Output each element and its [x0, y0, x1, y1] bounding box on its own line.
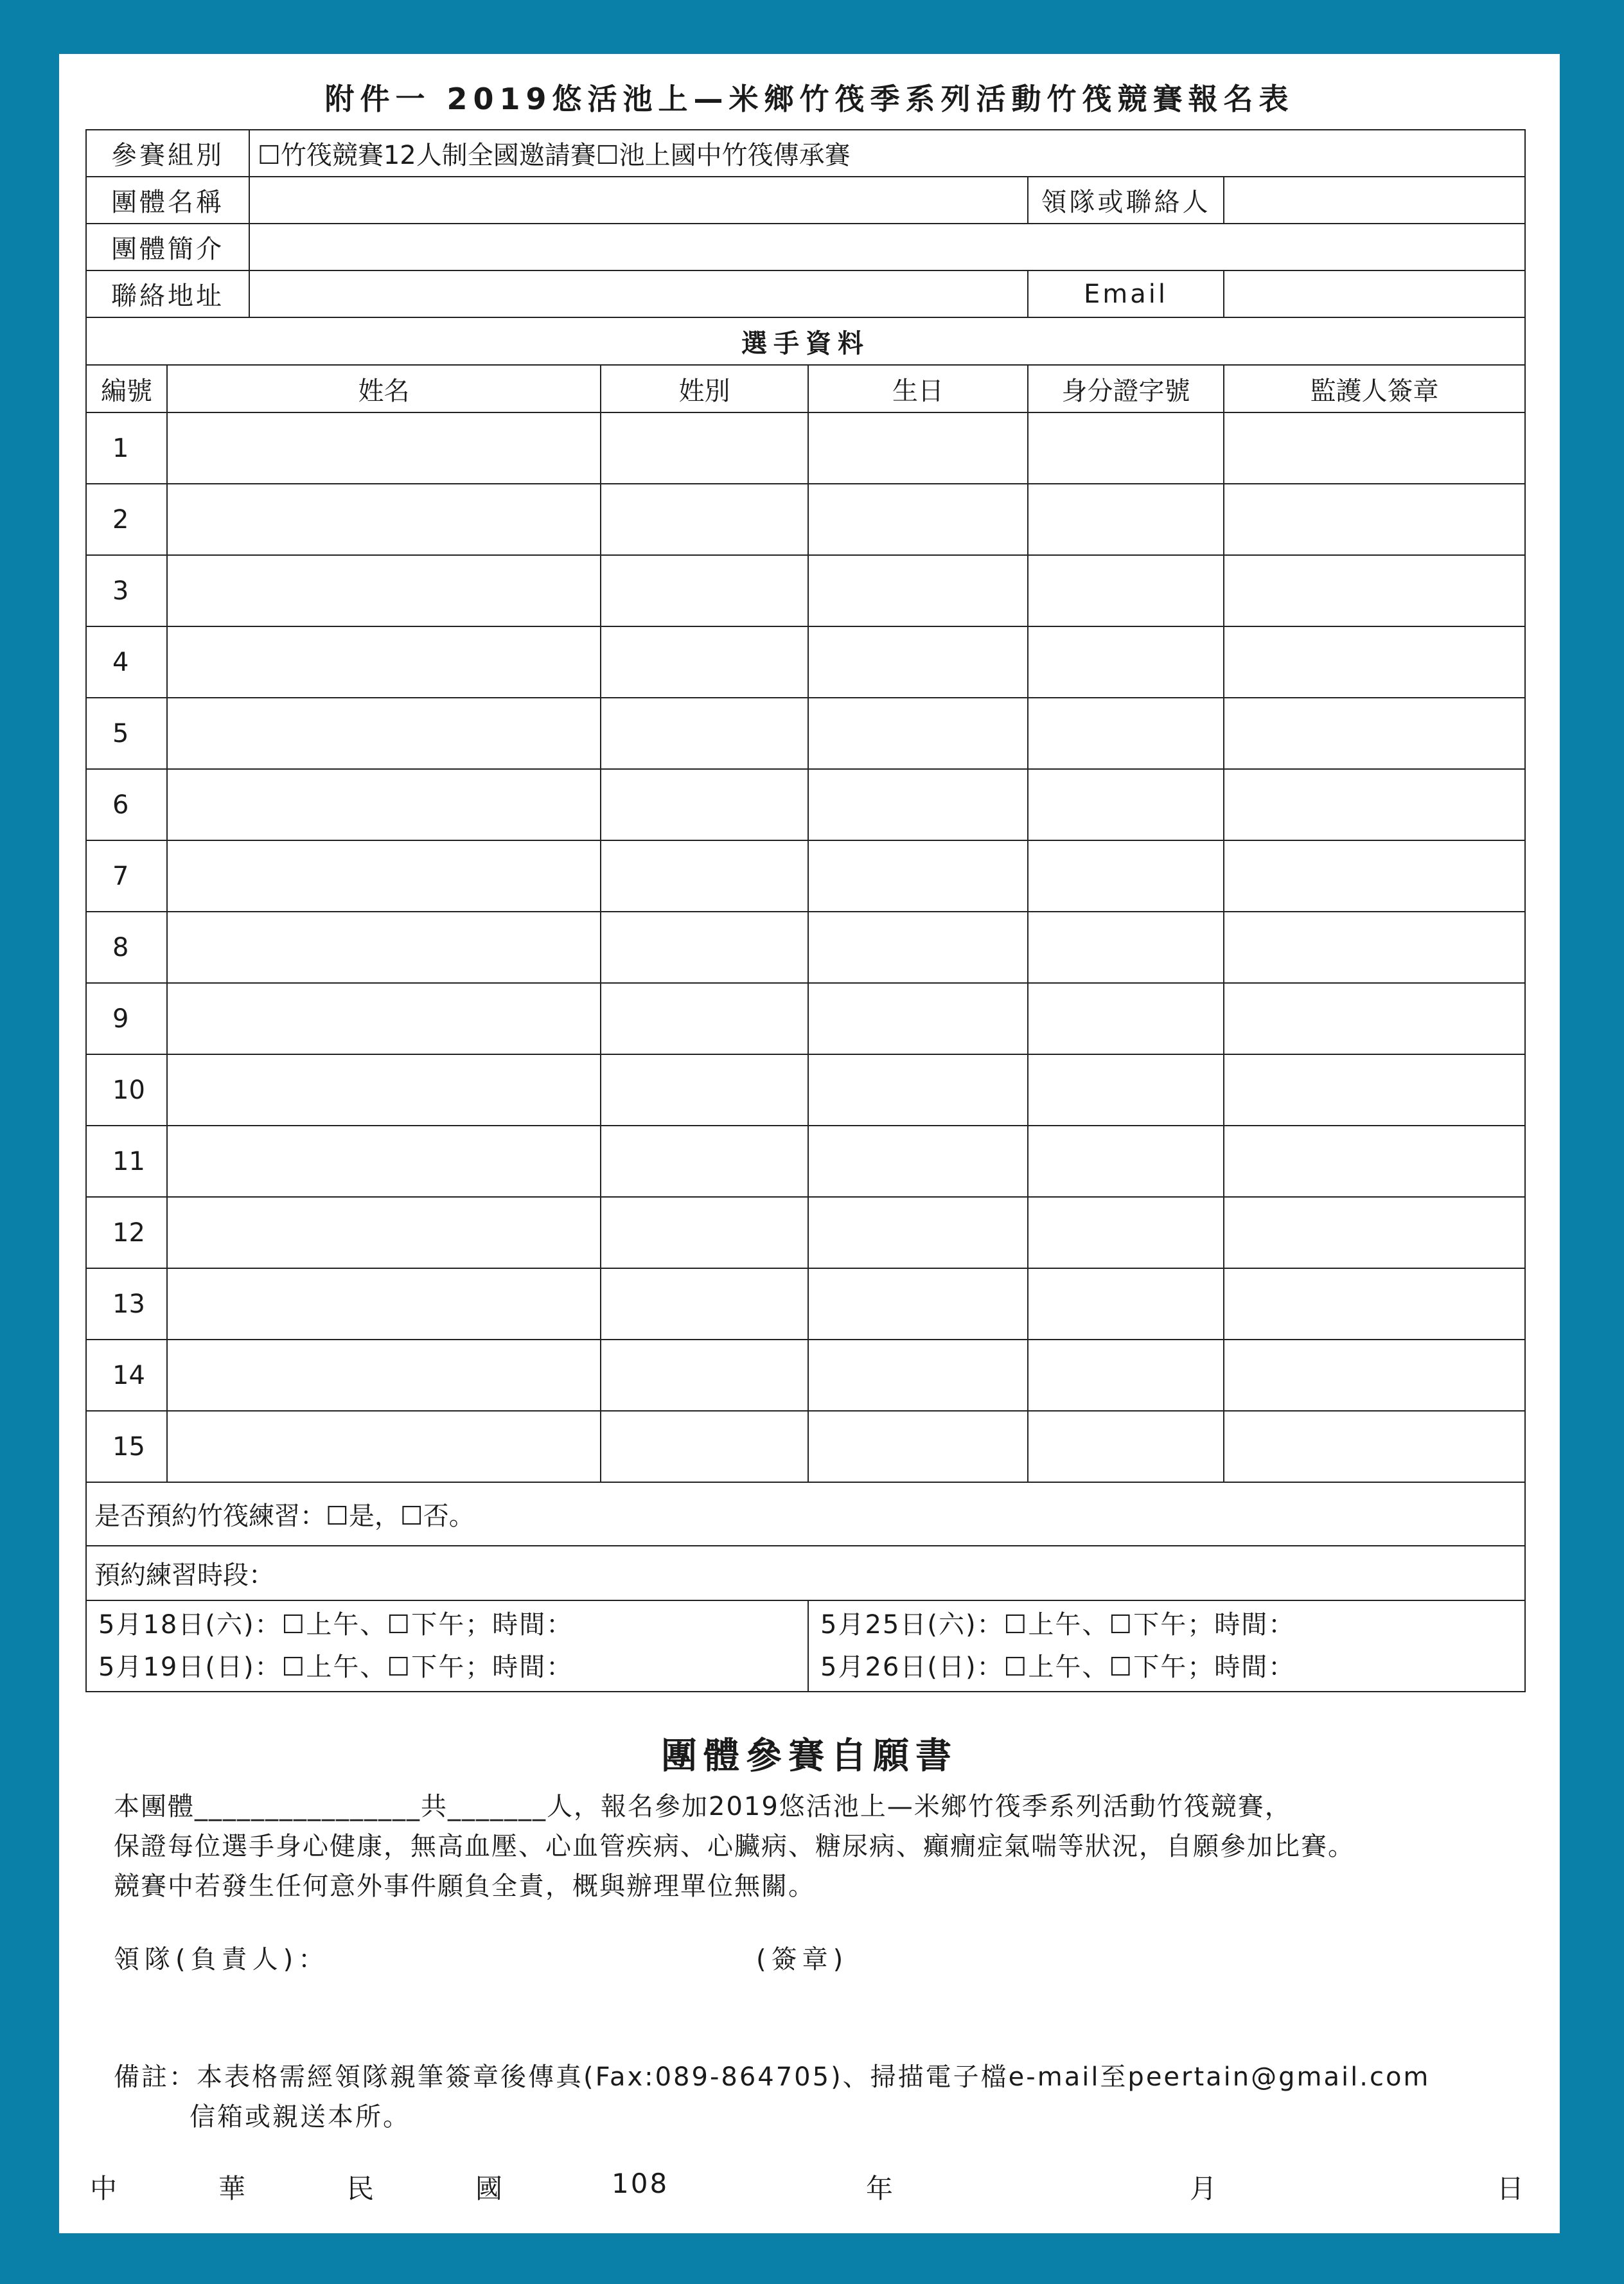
player-name-cell[interactable] [167, 626, 601, 698]
leader-label: 領隊或聯絡人 [1028, 177, 1224, 224]
player-guardian-seal-cell[interactable] [1224, 1268, 1525, 1340]
player-gender-cell[interactable] [601, 1197, 808, 1268]
player-number: 15 [86, 1411, 167, 1482]
player-gender-cell[interactable] [601, 698, 808, 769]
declaration-line: 保證每位選手身心健康，無高血壓、心血管疾病、心臟病、糖尿病、癲癇症氣喘等狀況，自願參加比賽。 [114, 1832, 1355, 1861]
player-number: 11 [86, 1126, 167, 1197]
player-row [86, 698, 1525, 769]
player-row [86, 1411, 1525, 1482]
player-id-cell[interactable] [1028, 1197, 1224, 1268]
player-number: 14 [86, 1340, 167, 1411]
player-guardian-seal-cell[interactable] [1224, 1126, 1525, 1197]
reserve-question[interactable]: 是否預約竹筏練習：☐是，☐否。 [86, 1482, 1525, 1546]
date-char-hua: 華 [218, 2173, 248, 2204]
player-name-cell[interactable] [167, 1268, 601, 1340]
player-gender-cell[interactable] [601, 840, 808, 912]
player-guardian-seal-cell[interactable] [1224, 484, 1525, 555]
player-name-cell[interactable] [167, 1054, 601, 1126]
player-guardian-seal-cell[interactable] [1224, 983, 1525, 1054]
col-header-birthday: 生日 [808, 365, 1028, 412]
year-label: 年 [866, 2173, 896, 2204]
email-field[interactable] [1224, 270, 1525, 317]
player-gender-cell[interactable] [601, 1054, 808, 1126]
player-row [86, 1054, 1525, 1126]
form-paper [59, 54, 1560, 2233]
player-rows [86, 412, 1525, 1482]
player-guardian-seal-cell[interactable] [1224, 840, 1525, 912]
player-id-cell[interactable] [1028, 983, 1224, 1054]
player-name-cell[interactable] [167, 1411, 601, 1482]
player-birthday-cell[interactable] [808, 983, 1028, 1054]
player-row [86, 769, 1525, 840]
player-row [86, 484, 1525, 555]
registration-table [85, 129, 1526, 1692]
col-header-id-number: 身分證字號 [1028, 365, 1224, 412]
player-row [86, 840, 1525, 912]
player-number: 7 [86, 840, 167, 912]
player-name-cell[interactable] [167, 698, 601, 769]
player-gender-cell[interactable] [601, 1340, 808, 1411]
player-name-cell[interactable] [167, 840, 601, 912]
address-field[interactable] [249, 270, 1028, 317]
slot-may-25[interactable]: 5月25日(六)：☐上午、☐下午；時間： [820, 1610, 1296, 1640]
player-row [86, 912, 1525, 983]
player-guardian-seal-cell[interactable] [1224, 1197, 1525, 1268]
player-id-cell[interactable] [1028, 484, 1224, 555]
player-gender-cell[interactable] [601, 626, 808, 698]
player-row [86, 1126, 1525, 1197]
practice-slots-right [808, 1600, 1525, 1692]
player-row [86, 555, 1525, 626]
player-guardian-seal-cell[interactable] [1224, 698, 1525, 769]
player-birthday-cell[interactable] [808, 412, 1028, 484]
player-gender-cell[interactable] [601, 1268, 808, 1340]
note [114, 2057, 1430, 2137]
team-intro-field[interactable] [249, 224, 1525, 270]
declaration-line: 競賽中若發生任何意外事件願負全責，概與辦理單位無關。 [114, 1872, 815, 1901]
month-label: 月 [1190, 2173, 1219, 2204]
player-birthday-cell[interactable] [808, 1268, 1028, 1340]
group-options[interactable]: ☐竹筏競賽12人制全國邀請賽☐池上國中竹筏傳承賽 [249, 130, 1525, 177]
player-gender-cell[interactable] [601, 484, 808, 555]
slot-may-26[interactable]: 5月26日(日)：☐上午、☐下午；時間： [820, 1652, 1296, 1682]
col-header-gender: 姓別 [601, 365, 808, 412]
player-gender-cell[interactable] [601, 769, 808, 840]
player-number: 12 [86, 1197, 167, 1268]
player-birthday-cell[interactable] [808, 840, 1028, 912]
team-name-field[interactable] [249, 177, 1028, 224]
player-number: 3 [86, 555, 167, 626]
player-birthday-cell[interactable] [808, 1054, 1028, 1126]
player-birthday-cell[interactable] [808, 1340, 1028, 1411]
player-name-cell[interactable] [167, 484, 601, 555]
player-id-cell[interactable] [1028, 412, 1224, 484]
player-gender-cell[interactable] [601, 1126, 808, 1197]
player-gender-cell[interactable] [601, 555, 808, 626]
team-intro-label: 團體簡介 [86, 224, 249, 270]
form-title: 附件一 2019悠活池上—米鄉竹筏季系列活動竹筏競賽報名表 [324, 82, 1294, 116]
player-guardian-seal-cell[interactable] [1224, 555, 1525, 626]
player-id-cell[interactable] [1028, 1268, 1224, 1340]
player-number: 2 [86, 484, 167, 555]
player-birthday-cell[interactable] [808, 626, 1028, 698]
player-number: 5 [86, 698, 167, 769]
player-id-cell[interactable] [1028, 912, 1224, 983]
player-id-cell[interactable] [1028, 840, 1224, 912]
declaration-body [114, 1787, 1527, 1906]
player-id-cell[interactable] [1028, 769, 1224, 840]
declaration-title: 團體參賽自願書 [661, 1735, 958, 1777]
player-number: 6 [86, 769, 167, 840]
date-char-min: 民 [347, 2173, 376, 2204]
player-guardian-seal-cell[interactable] [1224, 1054, 1525, 1126]
col-header-name: 姓名 [167, 365, 601, 412]
player-birthday-cell[interactable] [808, 555, 1028, 626]
player-guardian-seal-cell[interactable] [1224, 626, 1525, 698]
seal-label: (簽章) [756, 1945, 849, 1974]
col-header-number: 編號 [86, 365, 167, 412]
player-gender-cell[interactable] [601, 912, 808, 983]
leader-sign-label: 領隊(負責人)： [114, 1945, 330, 1974]
team-name-label: 團體名稱 [86, 177, 249, 224]
player-number: 10 [86, 1054, 167, 1126]
slot-may-18[interactable]: 5月18日(六)：☐上午、☐下午；時間： [98, 1610, 574, 1640]
player-id-cell[interactable] [1028, 1411, 1224, 1482]
slot-may-19[interactable]: 5月19日(日)：☐上午、☐下午；時間： [98, 1652, 574, 1682]
col-header-guardian-seal: 監護人簽章 [1224, 365, 1525, 412]
player-number: 1 [86, 412, 167, 484]
player-birthday-cell[interactable] [808, 1411, 1028, 1482]
player-name-cell[interactable] [167, 769, 601, 840]
player-id-cell[interactable] [1028, 1054, 1224, 1126]
player-birthday-cell[interactable] [808, 1197, 1028, 1268]
player-birthday-cell[interactable] [808, 912, 1028, 983]
player-gender-cell[interactable] [601, 1411, 808, 1482]
player-birthday-cell[interactable] [808, 769, 1028, 840]
player-id-cell[interactable] [1028, 1340, 1224, 1411]
group-label: 參賽組別 [86, 130, 249, 177]
player-guardian-seal-cell[interactable] [1224, 1340, 1525, 1411]
player-birthday-cell[interactable] [808, 698, 1028, 769]
player-number: 13 [86, 1268, 167, 1340]
player-number: 4 [86, 626, 167, 698]
date-char-guo: 國 [475, 2173, 505, 2204]
declaration-line: 本團體________________共_______人，報名參加2019悠活池上—米鄉竹筏季系列活動竹筏競賽， [114, 1792, 1292, 1821]
player-name-cell[interactable] [167, 1197, 601, 1268]
player-guardian-seal-cell[interactable] [1224, 1411, 1525, 1482]
player-row [86, 983, 1525, 1054]
player-number: 9 [86, 983, 167, 1054]
player-name-cell[interactable] [167, 912, 601, 983]
player-name-cell[interactable] [167, 983, 601, 1054]
player-gender-cell[interactable] [601, 983, 808, 1054]
player-id-cell[interactable] [1028, 555, 1224, 626]
player-gender-cell[interactable] [601, 412, 808, 484]
player-row [86, 1197, 1525, 1268]
player-row [86, 412, 1525, 484]
year-value: 108 [612, 2168, 669, 2199]
player-guardian-seal-cell[interactable] [1224, 912, 1525, 983]
player-birthday-cell[interactable] [808, 484, 1028, 555]
player-id-cell[interactable] [1028, 626, 1224, 698]
email-label: Email [1028, 270, 1224, 317]
player-name-cell[interactable] [167, 555, 601, 626]
player-id-cell[interactable] [1028, 698, 1224, 769]
player-name-cell[interactable] [167, 1126, 601, 1197]
player-guardian-seal-cell[interactable] [1224, 769, 1525, 840]
day-label: 日 [1497, 2173, 1526, 2204]
player-row [86, 626, 1525, 698]
player-name-cell[interactable] [167, 412, 601, 484]
player-birthday-cell[interactable] [808, 1126, 1028, 1197]
leader-field[interactable] [1224, 177, 1525, 224]
address-label: 聯絡地址 [86, 270, 249, 317]
practice-slots-left [86, 1600, 808, 1692]
players-section-title: 選手資料 [86, 317, 1525, 365]
player-guardian-seal-cell[interactable] [1224, 412, 1525, 484]
date-char-zhong: 中 [90, 2173, 119, 2204]
player-name-cell[interactable] [167, 1340, 601, 1411]
practice-period-label: 預約練習時段： [86, 1546, 1525, 1600]
date-line [90, 2168, 1529, 2206]
note-line-2: 信箱或親送本所。 [190, 2102, 410, 2132]
player-id-cell[interactable] [1028, 1126, 1224, 1197]
player-row [86, 1340, 1525, 1411]
note-line-1: 備註：本表格需經領隊親筆簽章後傳真(Fax:089-864705)、掃描電子檔e-mail至peertain@gmail.com [114, 2062, 1431, 2092]
player-row [86, 1268, 1525, 1340]
player-number: 8 [86, 912, 167, 983]
